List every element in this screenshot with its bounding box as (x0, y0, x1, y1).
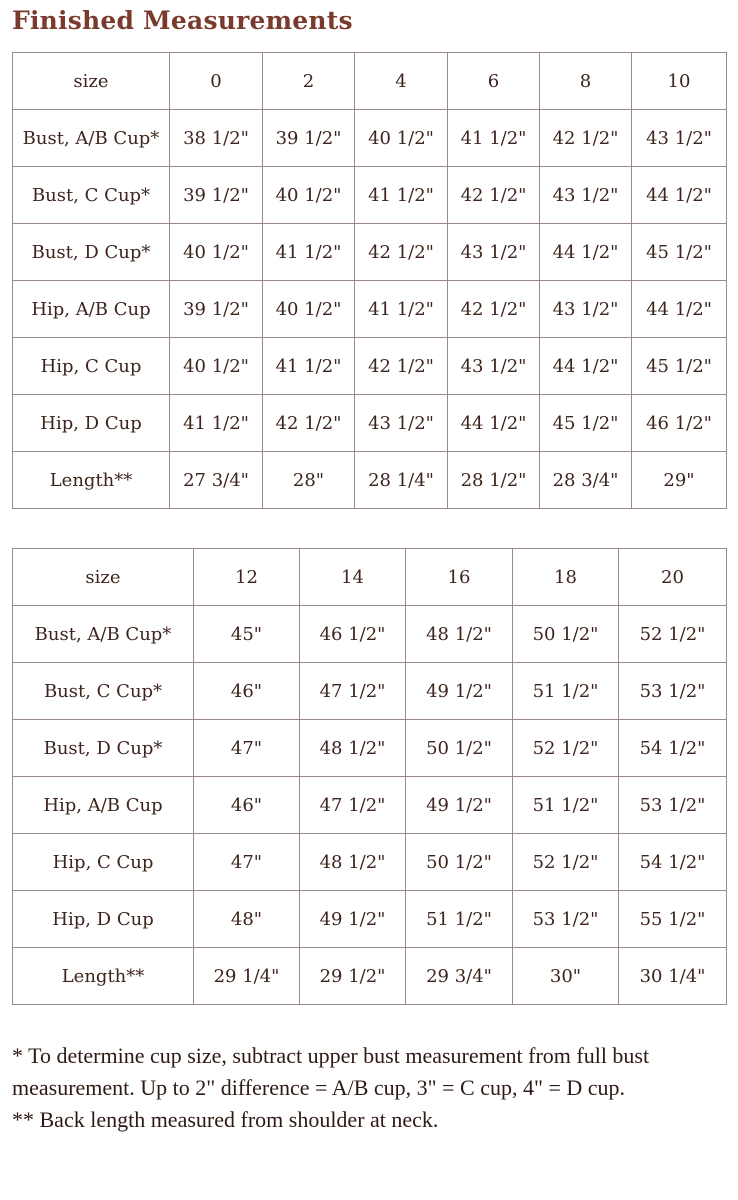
measurement-cell: 53 1/2" (513, 891, 619, 948)
header-size-value: 18 (513, 549, 619, 606)
measurement-cell: 43 1/2" (540, 281, 632, 338)
measurement-cell: 53 1/2" (619, 663, 727, 720)
measurement-cell: 41 1/2" (170, 395, 263, 452)
measurement-cell: 45 1/2" (540, 395, 632, 452)
measurement-cell: 42 1/2" (540, 110, 632, 167)
row-label: Bust, D Cup* (13, 720, 194, 777)
measurement-cell: 40 1/2" (355, 110, 448, 167)
measurement-cell: 47 1/2" (300, 663, 406, 720)
measurement-cell: 42 1/2" (263, 395, 355, 452)
measurement-cell: 44 1/2" (540, 338, 632, 395)
measurement-cell: 55 1/2" (619, 891, 727, 948)
table-row (13, 281, 727, 338)
measurement-cell: 48 1/2" (300, 834, 406, 891)
measurement-cell: 49 1/2" (406, 663, 513, 720)
measurement-cell: 44 1/2" (448, 395, 540, 452)
header-row (13, 53, 727, 110)
measurement-cell: 51 1/2" (406, 891, 513, 948)
measurement-cell: 42 1/2" (448, 167, 540, 224)
measurement-cell: 40 1/2" (263, 167, 355, 224)
measurement-cell: 45 1/2" (632, 224, 727, 281)
header-size-value: 14 (300, 549, 406, 606)
measurement-cell: 44 1/2" (540, 224, 632, 281)
measurement-cell: 41 1/2" (355, 281, 448, 338)
measurement-cell: 41 1/2" (355, 167, 448, 224)
row-label: Bust, A/B Cup* (13, 606, 194, 663)
measurement-cell: 43 1/2" (632, 110, 727, 167)
header-size-value: 6 (448, 53, 540, 110)
measurement-cell: 30" (513, 948, 619, 1005)
measurement-cell: 49 1/2" (300, 891, 406, 948)
row-label: Bust, D Cup* (13, 224, 170, 281)
measurement-cell: 46" (194, 777, 300, 834)
measurement-cell: 54 1/2" (619, 720, 727, 777)
page-title: Finished Measurements (12, 6, 353, 35)
measurement-cell: 42 1/2" (355, 338, 448, 395)
measurement-cell: 45" (194, 606, 300, 663)
header-size-value: 20 (619, 549, 727, 606)
row-label: Hip, C Cup (13, 834, 194, 891)
header-row (13, 549, 727, 606)
row-label: Hip, D Cup (13, 891, 194, 948)
measurement-cell: 29 1/2" (300, 948, 406, 1005)
measurement-cell: 39 1/2" (170, 281, 263, 338)
header-size-value: 10 (632, 53, 727, 110)
table-row (13, 110, 727, 167)
table-row (13, 777, 727, 834)
header-size-label: size (13, 53, 170, 110)
measurement-cell: 38 1/2" (170, 110, 263, 167)
measurement-cell: 47 1/2" (300, 777, 406, 834)
measurement-cell: 42 1/2" (448, 281, 540, 338)
measurement-cell: 52 1/2" (513, 834, 619, 891)
measurement-cell: 50 1/2" (406, 720, 513, 777)
table-row (13, 167, 727, 224)
measurements-table-sizes-12-20 (12, 548, 727, 1005)
table-row (13, 224, 727, 281)
footnotes (12, 1040, 732, 1136)
table-row (13, 395, 727, 452)
footnote-back-length: ** Back length measured from shoulder at neck. (12, 1107, 439, 1132)
header-size-value: 0 (170, 53, 263, 110)
measurement-cell: 30 1/4" (619, 948, 727, 1005)
row-label: Hip, A/B Cup (13, 777, 194, 834)
measurement-cell: 48" (194, 891, 300, 948)
measurement-cell: 39 1/2" (263, 110, 355, 167)
measurement-cell: 51 1/2" (513, 777, 619, 834)
row-label: Bust, C Cup* (13, 663, 194, 720)
table-row (13, 834, 727, 891)
row-label: Hip, C Cup (13, 338, 170, 395)
measurement-cell: 40 1/2" (170, 338, 263, 395)
measurement-cell: 39 1/2" (170, 167, 263, 224)
measurement-cell: 41 1/2" (263, 338, 355, 395)
measurement-cell: 27 3/4" (170, 452, 263, 509)
measurement-cell: 46 1/2" (300, 606, 406, 663)
measurement-cell: 28" (263, 452, 355, 509)
measurement-cell: 52 1/2" (513, 720, 619, 777)
table-row (13, 948, 727, 1005)
row-label: Bust, C Cup* (13, 167, 170, 224)
row-label: Hip, D Cup (13, 395, 170, 452)
measurement-cell: 49 1/2" (406, 777, 513, 834)
measurement-cell: 46" (194, 663, 300, 720)
measurement-cell: 50 1/2" (513, 606, 619, 663)
footnote-cup-size: * To determine cup size, subtract upper bust measurement from full bust measurement. Up to 2" difference = A/B cup, 3" = C cup, 4" = D cup. (12, 1043, 650, 1100)
header-size-value: 4 (355, 53, 448, 110)
header-size-value: 8 (540, 53, 632, 110)
measurement-cell: 54 1/2" (619, 834, 727, 891)
measurement-cell: 51 1/2" (513, 663, 619, 720)
measurement-cell: 50 1/2" (406, 834, 513, 891)
header-size-label: size (13, 549, 194, 606)
measurement-cell: 44 1/2" (632, 167, 727, 224)
header-size-value: 12 (194, 549, 300, 606)
row-label: Length** (13, 948, 194, 1005)
measurement-cell: 29 1/4" (194, 948, 300, 1005)
measurements-table-sizes-0-10 (12, 52, 727, 509)
row-label: Hip, A/B Cup (13, 281, 170, 338)
measurement-cell: 53 1/2" (619, 777, 727, 834)
measurement-cell: 41 1/2" (448, 110, 540, 167)
row-label: Length** (13, 452, 170, 509)
table-row (13, 663, 727, 720)
measurement-cell: 52 1/2" (619, 606, 727, 663)
measurement-cell: 42 1/2" (355, 224, 448, 281)
measurement-cell: 29 3/4" (406, 948, 513, 1005)
measurement-cell: 48 1/2" (406, 606, 513, 663)
row-label: Bust, A/B Cup* (13, 110, 170, 167)
measurement-cell: 48 1/2" (300, 720, 406, 777)
measurement-cell: 45 1/2" (632, 338, 727, 395)
measurement-cell: 28 1/2" (448, 452, 540, 509)
measurement-cell: 28 1/4" (355, 452, 448, 509)
measurement-cell: 40 1/2" (170, 224, 263, 281)
measurement-cell: 28 3/4" (540, 452, 632, 509)
measurement-cell: 47" (194, 720, 300, 777)
measurement-cell: 40 1/2" (263, 281, 355, 338)
header-size-value: 2 (263, 53, 355, 110)
table-row (13, 606, 727, 663)
table-row (13, 720, 727, 777)
header-size-value: 16 (406, 549, 513, 606)
table-row (13, 891, 727, 948)
measurement-cell: 43 1/2" (540, 167, 632, 224)
measurement-cell: 43 1/2" (448, 224, 540, 281)
measurement-cell: 46 1/2" (632, 395, 727, 452)
measurement-cell: 44 1/2" (632, 281, 727, 338)
measurement-cell: 41 1/2" (263, 224, 355, 281)
measurement-cell: 47" (194, 834, 300, 891)
measurement-cell: 43 1/2" (355, 395, 448, 452)
table-row (13, 452, 727, 509)
measurement-cell: 43 1/2" (448, 338, 540, 395)
table-row (13, 338, 727, 395)
measurement-cell: 29" (632, 452, 727, 509)
